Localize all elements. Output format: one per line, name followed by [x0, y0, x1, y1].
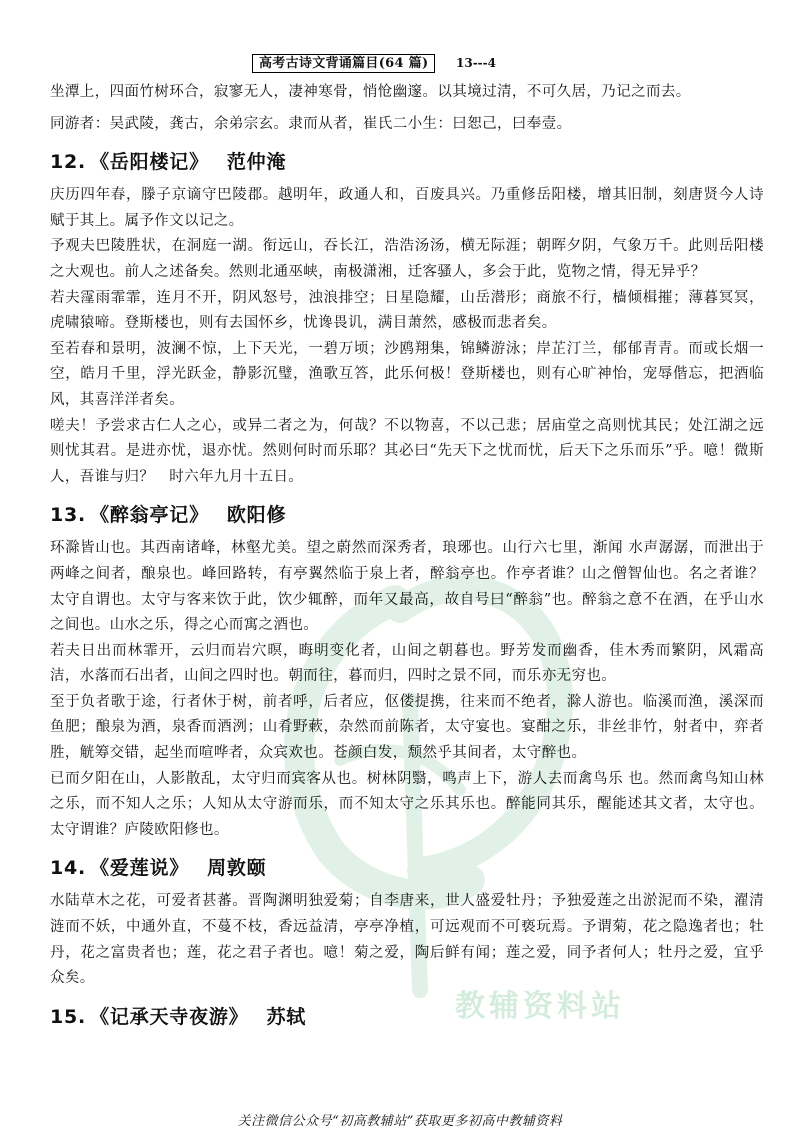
- section-author: 苏轼: [266, 1005, 307, 1028]
- section-heading: [50, 1002, 764, 1032]
- section-author: 范仲淹: [226, 151, 287, 174]
- section-author: 欧阳修: [226, 504, 287, 527]
- intro-line: 同游者：吴武陵，龚古，余弟宗玄。隶而从者，崔氏二小生：曰恕己，曰奉壹。: [50, 115, 572, 132]
- section-13: [50, 500, 764, 843]
- section-15: [50, 1002, 764, 1032]
- section-paragraph: 环滁皆山也。其西南诸峰，林壑尤美。望之蔚然而深秀者，琅琊也。山行六七里，渐闻 水声潺潺，而泄出于两峰之间者，酿泉也。峰回路转，有亭翼然临于泉上者，醉翁亭也。作亭者谁？山之僧智仙也。名之者谁？太守自谓也。太守与客来饮于此，饮少辄醉，而年又最高，故自号曰“醉翁”也。醉翁之意不在酒，在乎山水之间也。山水之乐，得之心而寓之酒也。: [50, 540, 764, 634]
- section-heading: [50, 147, 764, 177]
- page-footer: 关注微信公众号“初高教辅站”获取更多初高中教辅资料: [237, 1114, 563, 1129]
- section-paragraph: 水陆草木之花，可爱者甚蕃。晋陶渊明独爱菊；自李唐来，世人盛爱牡丹；予独爱莲之出淤泥而不染，濯清涟而不妖，中通外直，不蔓不枝，香远益清，亭亭净植，可远观而不可亵玩焉。予谓菊，花之隐逸者也；牡丹，花之富贵者也；莲，花之君子者也。噫！菊之爱，陶后鲜有闻；莲之爱，同予者何人；牡丹之爱，宜乎众矣。: [50, 893, 764, 987]
- section-12: [50, 147, 764, 490]
- section-number-title: 15. 《记承天寺夜游》: [50, 1005, 249, 1028]
- section-14: [50, 853, 764, 991]
- section-heading: [50, 500, 764, 530]
- section-number-title: 14. 《爱莲说》: [50, 857, 190, 880]
- section-number-title: 12. 《岳阳楼记》: [50, 151, 209, 174]
- page-header: [0, 52, 800, 76]
- section-paragraph: 至若春和景明，波澜不惊，上下天光，一碧万顷；沙鸥翔集，锦鳞游泳；岸芷汀兰，郁郁青青。而或长烟一空，皓月千里，浮光跃金，静影沉璧，渔歌互答，此乐何极！登斯楼也，则有心旷神怡，宠辱偕忘，把酒临风，其喜洋洋者矣。: [50, 340, 764, 408]
- section-paragraph: 若夫霪雨霏霏，连月不开，阴风怒号，浊浪排空；日星隐耀，山岳潜形；商旅不行，樯倾楫摧；薄暮冥冥，虎啸猿啼。登斯楼也，则有去国怀乡，忧谗畏讥，满目萧然，感极而悲者矣。: [50, 289, 764, 332]
- section-paragraph: 若夫日出而林霏开，云归而岩穴暝，晦明变化者，山间之朝暮也。野芳发而幽香，佳木秀而繁阴，风霜高洁，水落而石出者，山间之四时也。朝而往，暮而归，四时之景不同，而乐亦无穷也。: [50, 642, 764, 685]
- watermark-text: 教辅资料站: [455, 989, 625, 1024]
- header-page-number: 13---4: [456, 56, 496, 70]
- section-paragraph: 已而夕阳在山，人影散乱，太守归而宾客从也。树林阴翳，鸣声上下，游人去而禽鸟乐 也。然而禽鸟知山林之乐，而不知人之乐；人知从太守游而乐，而不知太守之乐其乐也。醉能同其乐，醒能述其文者，太守也。太守谓谁？庐陵欧阳修也。: [50, 770, 764, 838]
- section-paragraph: 嗟夫！予尝求古仁人之心，或异二者之为，何哉？不以物喜，不以己悲；居庙堂之高则忧其民；处江湖之远则忧其君。是进亦忧，退亦忧。然则何时而乐耶？其必曰“先天下之忧而忧，后天下之乐而乐”乎。噫！微斯人，吾谁与归？ 时六年九月十五日。: [50, 417, 764, 485]
- section-paragraph: 至于负者歌于途，行者休于树，前者呼，后者应，伛偻提携，往来而不绝者，滁人游也。临溪而渔，溪深而鱼肥；酿泉为酒，泉香而酒洌；山肴野蔌，杂然而前陈者，太守宴也。宴酣之乐，非丝非竹，射者中，弈者胜，觥筹交错，起坐而喧哗者，众宾欢也。苍颜白发，颓然乎其间者，太守醉也。: [50, 693, 764, 762]
- section-number-title: 13. 《醉翁亭记》: [50, 504, 209, 527]
- section-paragraph: 予观夫巴陵胜状，在洞庭一湖。衔远山，吞长江，浩浩汤汤，横无际涯；朝晖夕阴，气象万千。此则岳阳楼之大观也。前人之述备矣。然则北通巫峡，南极潇湘，迁客骚人，多会于此，览物之情，得无异乎？: [50, 238, 764, 280]
- document-body: [50, 80, 764, 1038]
- intro-line: 坐潭上，四面竹树环合，寂寥无人，凄神寒骨，悄怆幽邃。以其境过清，不可久居，乃记之而去。: [50, 84, 691, 100]
- section-heading: [50, 853, 764, 883]
- header-title: 高考古诗文背诵篇目(64 篇): [252, 54, 435, 73]
- section-paragraph: 庆历四年春，滕子京谪守巴陵郡。越明年，政通人和，百废具兴。乃重修岳阳楼，增其旧制，刻唐贤今人诗赋于其上。属予作文以记之。: [50, 187, 764, 229]
- section-author: 周敦颐: [207, 857, 267, 880]
